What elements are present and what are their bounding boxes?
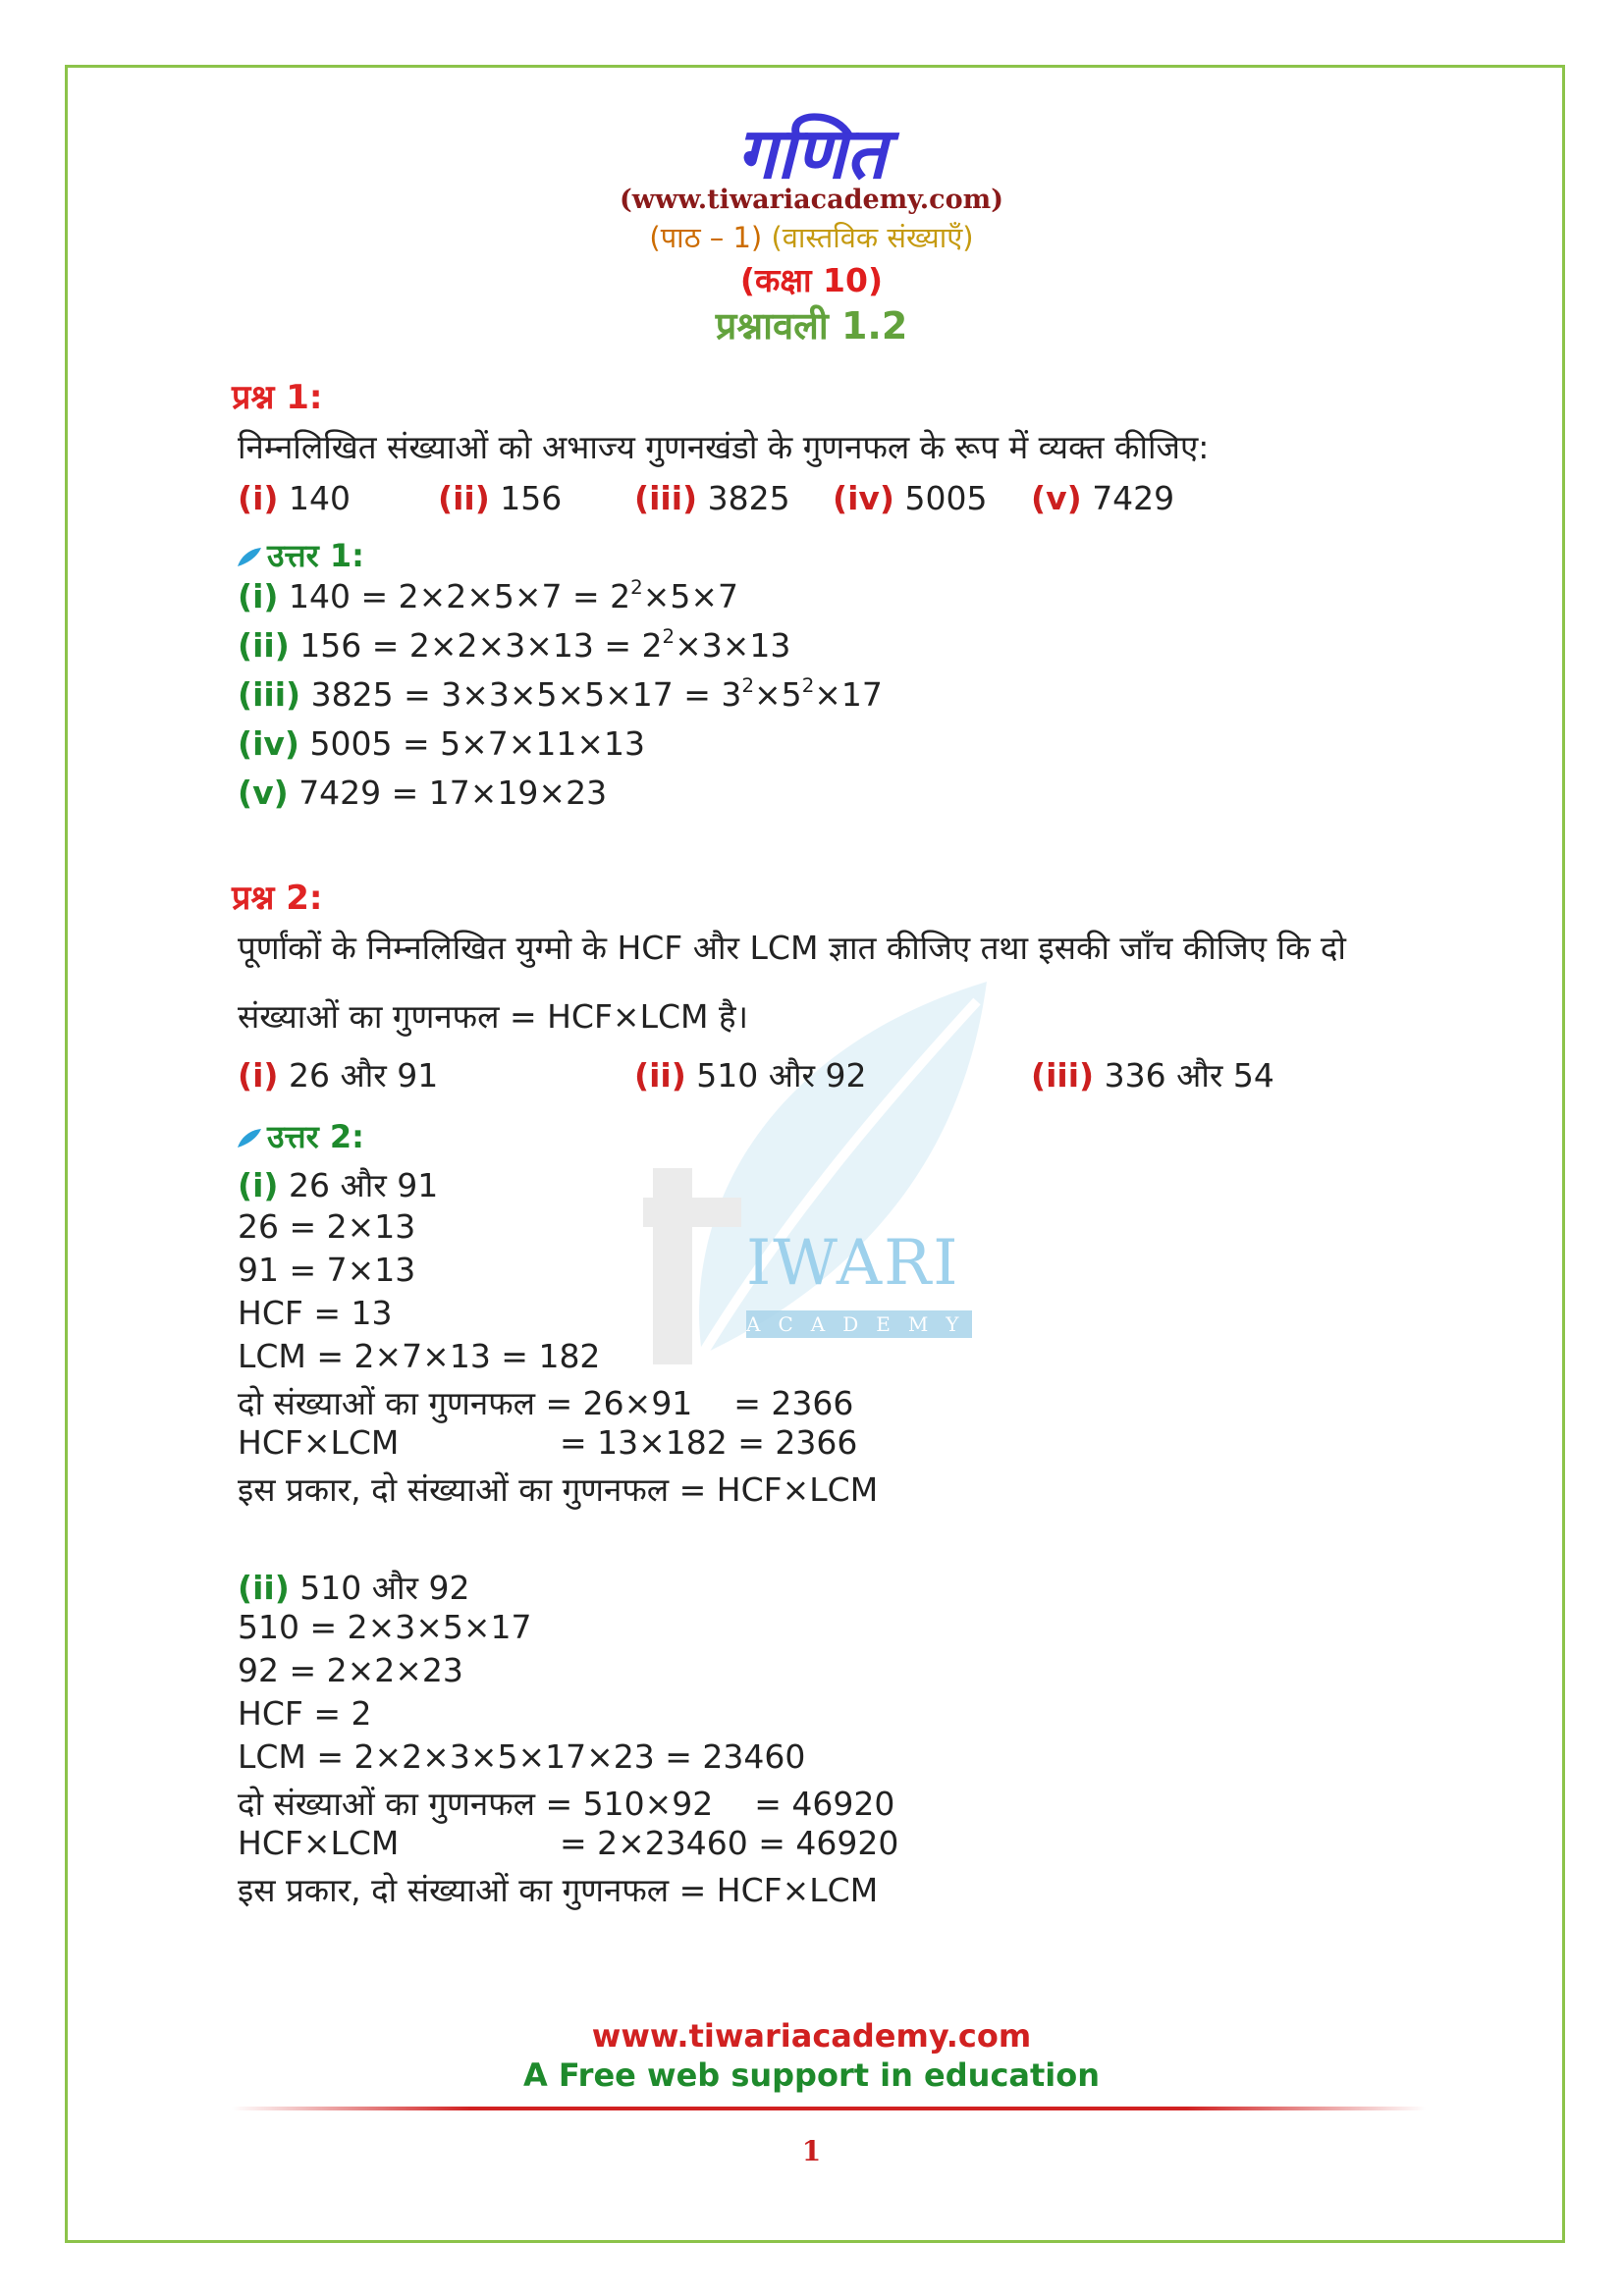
page-number: 1 <box>801 2135 822 2167</box>
answer-2-hcf-lcm-value: = 13×182 = 2366 <box>560 1423 858 1462</box>
question-2-part: (i) 26 और 91 <box>238 1056 439 1095</box>
watermark-academy: ACADEMY <box>746 1312 977 1336</box>
answer-1-heading: उत्तर 1: <box>236 534 364 576</box>
question-1-part: (v) 7429 <box>1031 479 1175 517</box>
watermark-text: IWARI <box>746 1227 960 1300</box>
class-label: (कक्षा 10) <box>739 261 884 299</box>
header-website: (www.tiwariacademy.com) <box>620 185 1003 215</box>
footer-website-link[interactable]: www.tiwariacademy.com <box>591 2017 1032 2055</box>
answer-2-heading: उत्तर 2: <box>236 1115 364 1157</box>
answer-2-part-i-title: (i) 26 और 91 <box>238 1166 439 1204</box>
answer-1-line: (i) $140 = 2\times 2\times 5\times 7 = 2^2\times 5\times 7$ <box>238 576 739 615</box>
chapter-name: (वास्तविक संख्याएँ) <box>771 221 974 254</box>
question-1-part: (iii) 3825 <box>634 479 790 517</box>
quill-icon <box>236 1128 263 1149</box>
chapter-number: (पाठ – 1) <box>649 221 772 254</box>
answer-2-product-line: दो संख्याओं का गुणनफल = 26×91 = 2366 <box>238 1384 854 1422</box>
answer-2-conclusion: इस प्रकार, दो संख्याओं का गुणनफल = HCF×LCM <box>238 1470 879 1509</box>
answer-2-line: LCM = 2×2×3×5×17×23 = 23460 <box>238 1737 806 1776</box>
question-2-part: (ii) 510 और 92 <box>634 1056 867 1095</box>
answer-2-product-line: दो संख्याओं का गुणनफल = 510×92 = 46920 <box>238 1785 895 1823</box>
answer-2-hcf-lcm-value: = 2×23460 = 46920 <box>560 1824 899 1862</box>
question-1-part: (ii) 156 <box>438 479 563 517</box>
answer-2-line: 91 = 7×13 <box>238 1251 416 1289</box>
answer-2-line: 26 = 2×13 <box>238 1207 416 1246</box>
answer-1-line: (iii) $3825 = 3\times 3\times 5\times 5\times 17 = 3^2\times 5^2\times 17$ <box>238 674 883 714</box>
answer-2-line: LCM = 2×7×13 = 182 <box>238 1337 601 1375</box>
footer-tagline: A Free web support in education <box>522 2056 1101 2094</box>
question-1-part: (i) 140 <box>238 479 351 517</box>
chapter-line <box>0 218 1623 256</box>
answer-2-line: HCF = 2 <box>238 1694 372 1733</box>
answer-1-line: (iv) 5005 = 5×7×11×13 <box>238 724 646 763</box>
question-1-heading: प्रश्न 1: <box>232 378 323 417</box>
answer-2-line: 92 = 2×2×23 <box>238 1651 463 1689</box>
answer-2-line: HCF = 13 <box>238 1294 393 1332</box>
answer-2-conclusion: इस प्रकार, दो संख्याओं का गुणनफल = HCF×LCM <box>238 1871 879 1909</box>
answer-2-part-ii-title: (ii) 510 और 92 <box>238 1569 470 1607</box>
question-1-text: निम्नलिखित संख्याओं को अभाज्य गुणनखंडो के गुणनफल के रूप में व्यक्त कीजिए: <box>238 428 1210 466</box>
question-2-text: पूर्णांकों के निम्नलिखित युग्मो के HCF और LCM ज्ञात कीजिए तथा इसकी जाँच कीजिए कि दो <box>238 929 1346 967</box>
exercise-title: प्रश्नावली 1.2 <box>715 304 908 347</box>
question-2-heading: प्रश्न 2: <box>232 879 323 918</box>
page-title: गणित <box>736 111 887 194</box>
answer-2-hcf-lcm-line: HCF×LCM <box>238 1824 400 1862</box>
question-2-text: संख्याओं का गुणनफल = HCF×LCM है। <box>238 997 749 1036</box>
answer-1-line: (ii) $156 = 2\times 2\times 3\times 13 = 2^2\times 3\times 13$ <box>238 625 791 665</box>
quill-icon <box>236 547 263 568</box>
answer-2-line: 510 = 2×3×5×17 <box>238 1608 532 1646</box>
question-2-part: (iii) 336 और 54 <box>1031 1056 1274 1095</box>
footer-divider <box>232 2107 1426 2110</box>
answer-2-hcf-lcm-line: HCF×LCM <box>238 1423 400 1462</box>
answer-1-line: (v) 7429 = 17×19×23 <box>238 774 608 812</box>
question-1-part: (iv) 5005 <box>833 479 988 517</box>
